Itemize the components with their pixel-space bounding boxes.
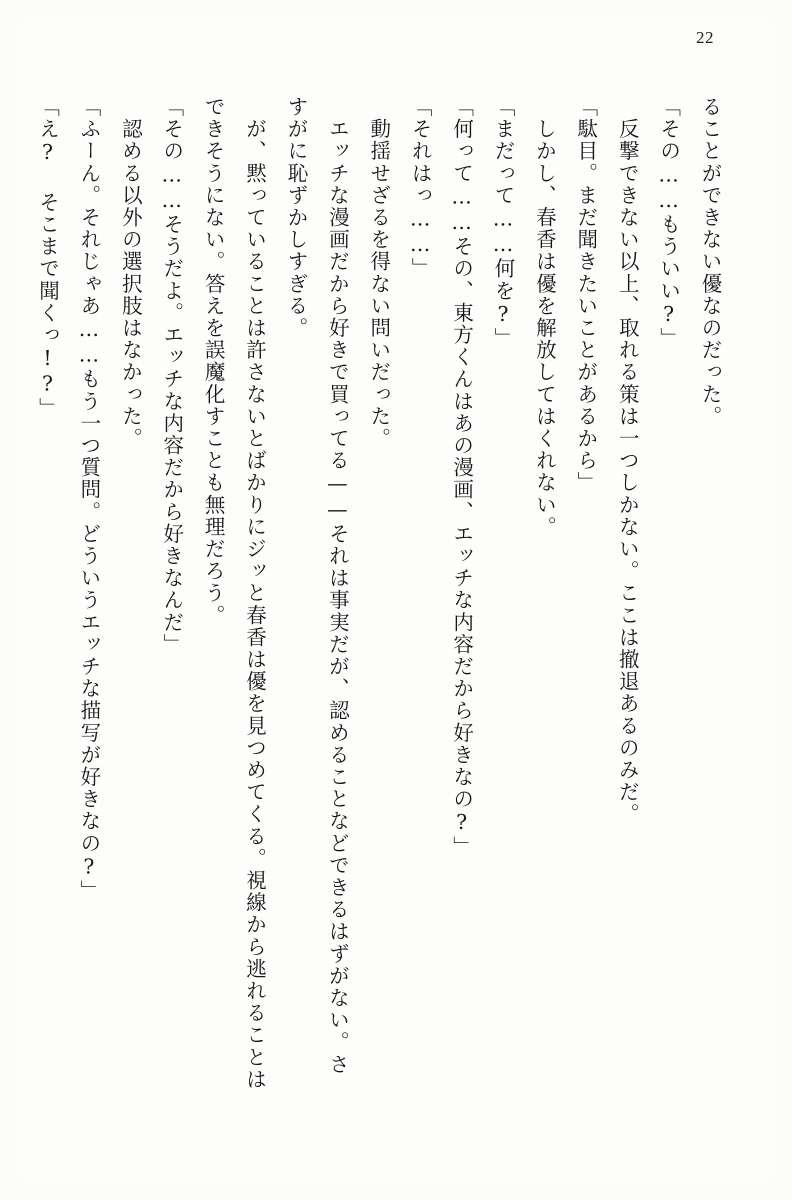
text-line: 「まだって……何を?」 <box>490 96 515 350</box>
text-line: 「それはっ……」 <box>408 96 433 280</box>
text-line: 動揺せざるを得ない問いだった。 <box>366 96 391 450</box>
text-line: 「何って……その、東方くんはあの漫画、エッチな内容だから好きなの?」 <box>449 96 474 858</box>
page-number: 22 <box>696 28 714 47</box>
text-line: 反撃できない以上、取れる策は一つしかない。ここは撤退あるのみだ。 <box>615 96 640 826</box>
text-line: 認める以外の選択肢はなかった。 <box>118 96 143 450</box>
text-line: が、黙っていることは許さないとばかりにジッと春香は優を見つめてくる。視線から逃れることはできそうにない。答えを誤魔化すことも無理だろう。 <box>201 96 267 1091</box>
text-line: しかし、春香は優を解放してはくれない。 <box>532 96 557 538</box>
text-line: エッチな漫画だから好きで買ってる——それは事実だが、認めることなどできるはずがない。さすがに恥ずかしすぎる。 <box>283 96 350 1076</box>
text-line: ることができない優なのだった。 <box>698 96 722 428</box>
page-body-text <box>35 96 730 1096</box>
text-line: 「駄目。まだ聞きたいことがあるから」 <box>573 96 598 494</box>
text-line: 「え? そこまで聞くっ!?」 <box>35 96 60 420</box>
text-line: 「その……もういい?」 <box>656 96 681 350</box>
text-line: 「その……そうだよ。エッチな内容だから好きなんだ」 <box>159 96 184 656</box>
text-line: 「ふーん。それじゃあ……もう一つ質問。どういうエッチな描写が好きなの?」 <box>76 96 101 903</box>
